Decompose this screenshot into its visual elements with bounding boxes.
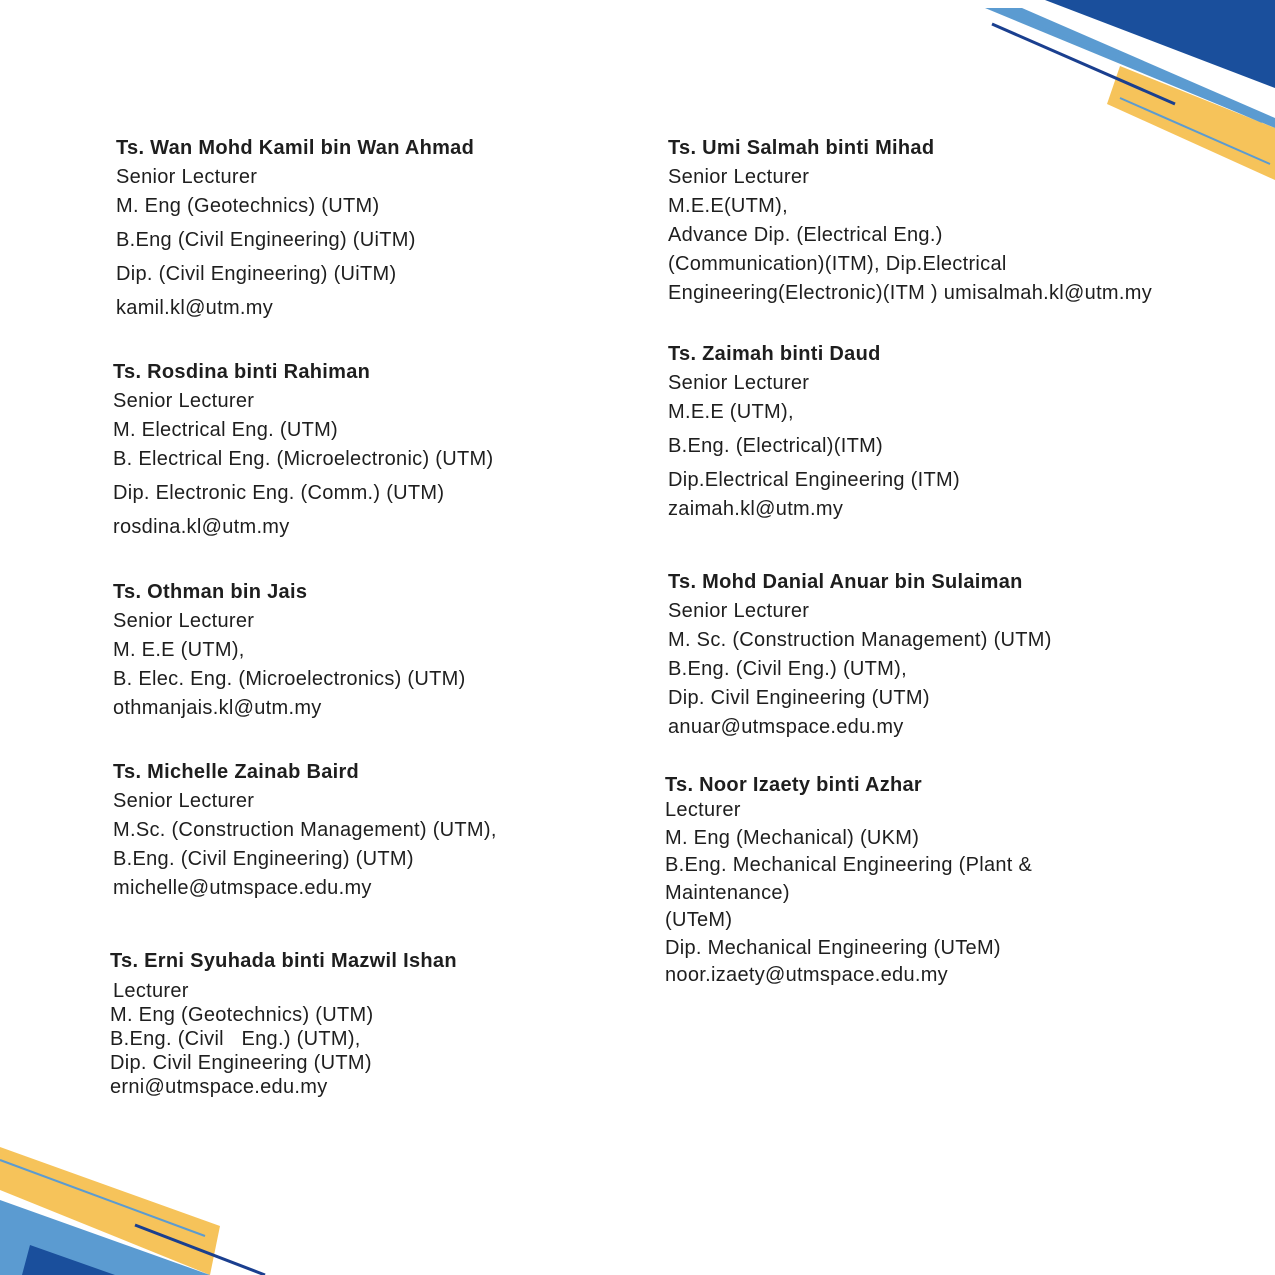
staff-email: zaimah.kl@utm.my <box>668 498 844 520</box>
staff-title: Senior Lecturer <box>113 610 255 632</box>
staff-qualification: M. Eng (Geotechnics) (UTM) <box>110 1004 374 1026</box>
staff-qualification: B.Eng. (Civil Eng.) (UTM), <box>110 1028 361 1050</box>
staff-qualification: Dip. Civil Engineering (UTM) <box>668 687 930 709</box>
staff-card-michelle <box>113 761 497 903</box>
staff-title: Lecturer <box>665 799 741 821</box>
staff-card-zaimah <box>668 343 960 524</box>
staff-email: erni@utmspace.edu.my <box>110 1076 328 1098</box>
top-right-blue-line <box>1022 18 1262 122</box>
bottom-left-thin-line <box>0 1160 205 1236</box>
top-right-navy-stripe <box>1045 0 1275 88</box>
staff-qualification: M. Eng (Mechanical) (UKM) <box>665 826 920 849</box>
staff-name: Ts. Rosdina binti Rahiman <box>113 361 371 383</box>
staff-email: michelle@utmspace.edu.my <box>113 877 372 899</box>
bottom-left-blue-stripe <box>0 1200 210 1275</box>
staff-card-noor-izaety <box>665 774 1032 990</box>
staff-qualification: B.Eng. (Civil Engineering) (UTM) <box>113 848 414 870</box>
staff-qualification: M. Electrical Eng. (UTM) <box>113 419 339 441</box>
staff-email: rosdina.kl@utm.my <box>113 516 290 538</box>
staff-name: Ts. Noor Izaety binti Azhar <box>665 774 923 796</box>
top-right-navy-line <box>992 24 1175 104</box>
staff-title: Senior Lecturer <box>116 166 258 188</box>
staff-email: othmanjais.kl@utm.my <box>113 697 322 719</box>
staff-qualification: Maintenance) <box>665 881 790 904</box>
staff-qualification: B.Eng. (Civil Eng.) (UTM), <box>668 658 907 680</box>
bottom-left-navy-stripe <box>22 1245 115 1275</box>
staff-qualification: (UTeM) <box>665 909 733 931</box>
staff-name: Ts. Umi Salmah binti Mihad <box>668 137 935 159</box>
staff-qualification: M.E.E (UTM), <box>668 401 794 423</box>
staff-qualification: B. Elec. Eng. (Microelectronics) (UTM) <box>113 668 466 690</box>
staff-email: noor.izaety@utmspace.edu.my <box>665 964 948 986</box>
staff-name: Ts. Zaimah binti Daud <box>668 343 881 365</box>
staff-qualification: B. Electrical Eng. (Microelectronic) (UTM) <box>113 448 494 470</box>
staff-name: Ts. Othman bin Jais <box>113 581 308 603</box>
staff-qualification: (Communication)(ITM), Dip.Electrical <box>668 253 1007 275</box>
staff-email: anuar@utmspace.edu.my <box>668 716 904 738</box>
staff-qualification: M. E.E (UTM), <box>113 639 245 661</box>
staff-title: Senior Lecturer <box>668 372 810 394</box>
staff-title: Senior Lecturer <box>668 166 810 188</box>
staff-name: Ts. Mohd Danial Anuar bin Sulaiman <box>668 571 1023 593</box>
staff-card-othman <box>113 581 466 723</box>
staff-card-kamil <box>116 137 474 323</box>
staff-qualification: M.Sc. (Construction Management) (UTM), <box>113 819 497 841</box>
staff-qualification: M.E.E(UTM), <box>668 195 788 217</box>
staff-qualification: B.Eng (Civil Engineering) (UiTM) <box>116 229 416 251</box>
staff-qualification: Dip.Electrical Engineering (ITM) <box>668 469 960 491</box>
staff-qualification: B.Eng. (Electrical)(ITM) <box>668 435 884 457</box>
staff-name: Ts. Michelle Zainab Baird <box>113 761 360 783</box>
staff-card-rosdina <box>113 361 493 542</box>
staff-email: kamil.kl@utm.my <box>116 297 274 319</box>
staff-qualification: Dip. Civil Engineering (UTM) <box>110 1052 372 1074</box>
staff-card-erni <box>110 950 457 1099</box>
staff-qualification: M. Eng (Geotechnics) (UTM) <box>116 195 380 217</box>
staff-qualification: Dip. Mechanical Engineering (UTeM) <box>665 936 1001 959</box>
staff-qualification: Advance Dip. (Electrical Eng.) <box>668 224 943 246</box>
bottom-left-navy-line <box>135 1225 265 1275</box>
staff-card-danial <box>668 571 1052 742</box>
staff-qualification: M. Sc. (Construction Management) (UTM) <box>668 629 1052 651</box>
staff-name: Ts. Wan Mohd Kamil bin Wan Ahmad <box>116 137 475 159</box>
staff-email: Engineering(Electronic)(ITM ) umisalmah.kl@utm.my <box>668 282 1153 304</box>
top-right-blue-stripe <box>985 8 1275 128</box>
staff-title: Senior Lecturer <box>668 600 810 622</box>
staff-qualification: Dip. (Civil Engineering) (UiTM) <box>116 263 397 285</box>
staff-qualification: B.Eng. Mechanical Engineering (Plant & <box>665 854 1033 876</box>
bottom-left-yellow-stripe <box>0 1147 220 1275</box>
staff-qualification: Dip. Electronic Eng. (Comm.) (UTM) <box>113 482 445 504</box>
staff-card-umi-salmah <box>668 137 1152 308</box>
staff-title: Senior Lecturer <box>113 390 255 412</box>
staff-title: Lecturer <box>113 980 189 1002</box>
staff-name: Ts. Erni Syuhada binti Mazwil Ishan <box>110 950 457 972</box>
staff-title: Senior Lecturer <box>113 790 255 812</box>
